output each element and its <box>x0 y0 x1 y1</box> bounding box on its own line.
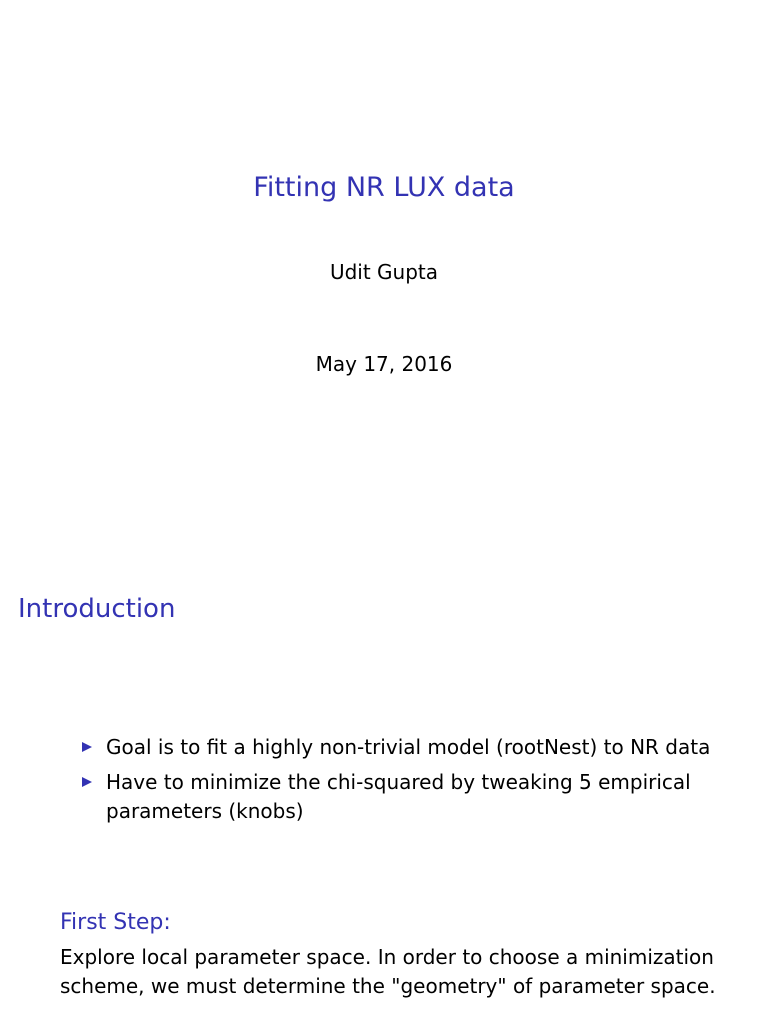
list-item-text: Goal is to fit a highly non-trivial model (rootNest) to NR data <box>106 735 711 759</box>
triangle-bullet-icon <box>82 742 92 752</box>
block-body: Explore local parameter space. In order to choose a minimization scheme, we must determine the "geometry" of parameter space. <box>60 945 716 998</box>
block-title: First Step: <box>60 910 171 935</box>
presentation-date: May 17, 2016 <box>315 352 453 376</box>
list-item-text: Have to minimize the chi-squared by tweaking 5 empirical parameters (knobs) <box>106 770 691 823</box>
author-name: Udit Gupta <box>329 260 439 284</box>
frame-title: Introduction <box>18 594 176 624</box>
presentation-title: Fitting NR LUX data <box>253 172 515 203</box>
bullet-list <box>80 733 740 832</box>
list-item <box>80 768 740 826</box>
triangle-bullet-icon <box>82 777 92 787</box>
list-item <box>80 733 740 762</box>
